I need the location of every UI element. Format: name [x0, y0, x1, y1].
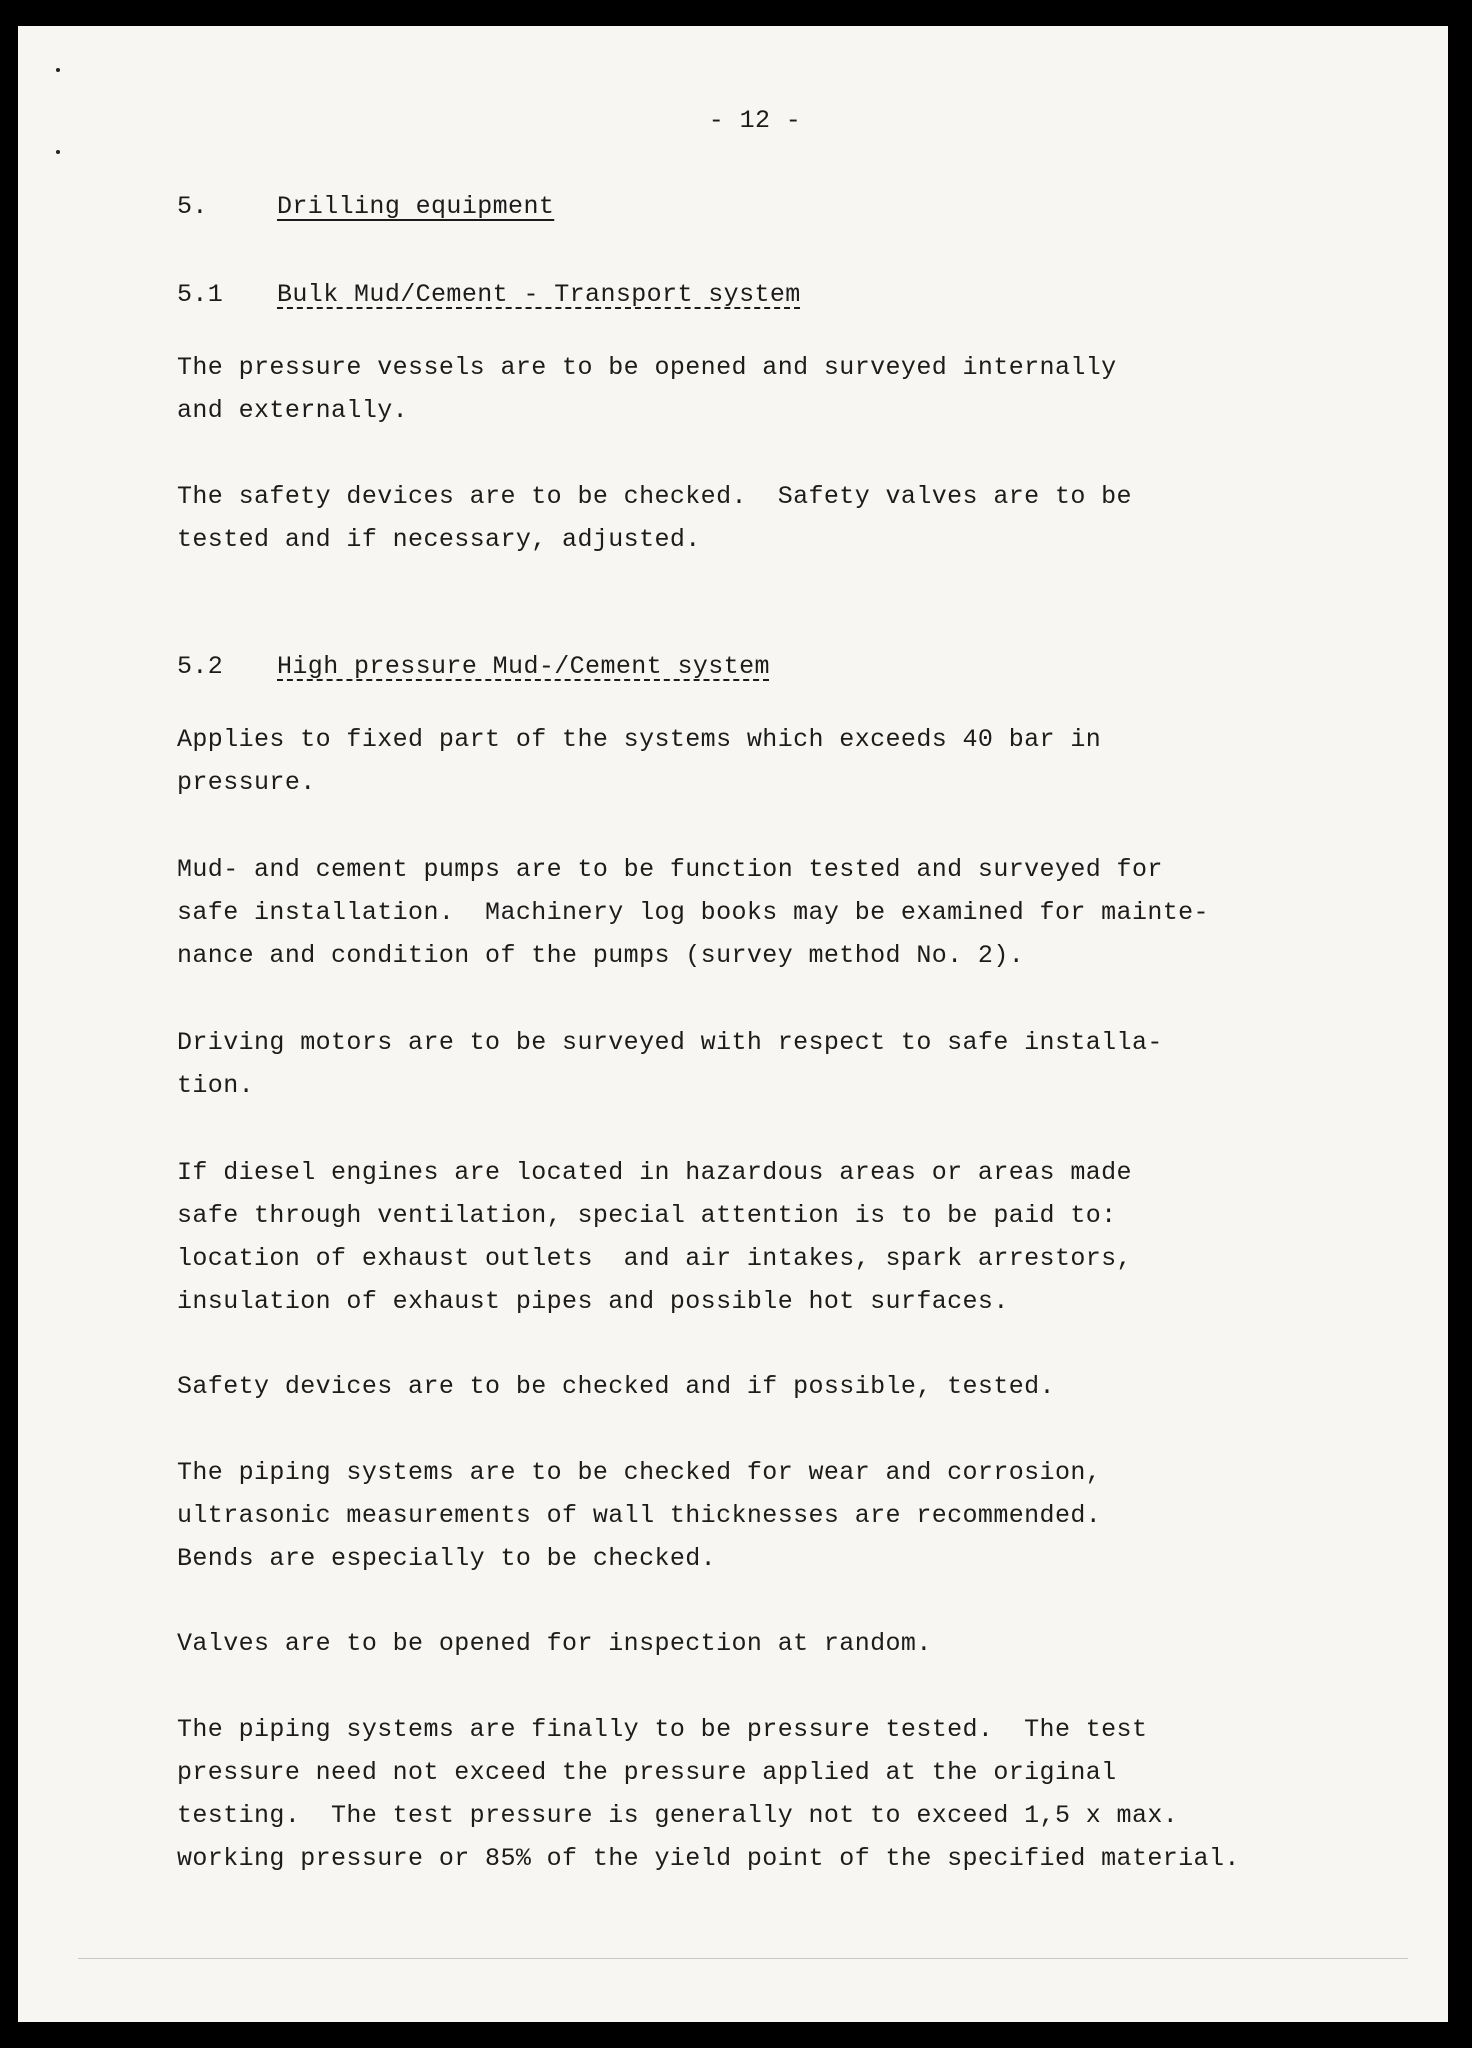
text-line: The pressure vessels are to be opened and surveyed internally: [177, 353, 1117, 382]
section-title: High pressure Mud-/Cement system: [277, 652, 770, 681]
text-line: Driving motors are to be surveyed with respect to safe installa-: [177, 1028, 1163, 1057]
paragraph: [177, 475, 1377, 561]
section-title: Bulk Mud/Cement - Transport system: [277, 280, 801, 309]
section-5-heading: [177, 192, 554, 221]
paragraph: [177, 1021, 1377, 1107]
document-page: [18, 26, 1448, 2022]
text-line: testing. The test pressure is generally not to exceed 1,5 x max.: [177, 1801, 1179, 1830]
section-title: Drilling equipment: [277, 192, 555, 221]
paragraph: [177, 1151, 1377, 1323]
text-line: and externally.: [177, 396, 409, 425]
section-number: 5.: [177, 192, 208, 221]
text-line: pressure.: [177, 768, 316, 797]
section-5-1-heading: [177, 280, 801, 309]
text-line: safe installation. Machinery log books may be examined for mainte-: [177, 898, 1209, 927]
scan-speck: [56, 150, 60, 154]
text-line: Mud- and cement pumps are to be function tested and surveyed for: [177, 855, 1163, 884]
paragraph: [177, 1622, 1377, 1665]
paragraph: [177, 718, 1377, 804]
text-line: Bends are especially to be checked.: [177, 1544, 717, 1573]
text-line: Applies to fixed part of the systems which exceeds 40 bar in: [177, 725, 1102, 754]
text-line: The piping systems are to be checked for wear and corrosion,: [177, 1458, 1102, 1487]
text-line: tested and if necessary, adjusted.: [177, 525, 701, 554]
text-line: Safety devices are to be checked and if possible, tested.: [177, 1372, 1055, 1401]
page-number: - 12 -: [708, 106, 802, 135]
text-line: location of exhaust outlets and air intakes, spark arrestors,: [177, 1244, 1132, 1273]
text-line: pressure need not exceed the pressure applied at the original: [177, 1758, 1117, 1787]
scan-speck: [56, 68, 60, 72]
text-line: working pressure or 85% of the yield point of the specified material.: [177, 1844, 1240, 1873]
paragraph: [177, 1451, 1377, 1580]
text-line: insulation of exhaust pipes and possible hot surfaces.: [177, 1287, 1009, 1316]
section-number: 5.2: [177, 652, 224, 681]
section-5-2-heading: [177, 652, 770, 681]
text-line: The piping systems are finally to be pressure tested. The test: [177, 1715, 1148, 1744]
text-line: tion.: [177, 1071, 255, 1100]
paragraph: [177, 346, 1377, 432]
text-line: The safety devices are to be checked. Safety valves are to be: [177, 482, 1132, 511]
paragraph: [177, 1708, 1377, 1880]
text-line: safe through ventilation, special attention is to be paid to:: [177, 1201, 1117, 1230]
text-line: nance and condition of the pumps (survey method No. 2).: [177, 941, 1025, 970]
bottom-edge-line: [78, 1958, 1408, 1959]
section-number: 5.1: [177, 280, 224, 309]
text-line: ultrasonic measurements of wall thicknesses are recommended.: [177, 1501, 1102, 1530]
text-line: Valves are to be opened for inspection at random.: [177, 1629, 932, 1658]
text-line: If diesel engines are located in hazardous areas or areas made: [177, 1158, 1132, 1187]
paragraph: [177, 848, 1377, 977]
paragraph: [177, 1365, 1377, 1408]
